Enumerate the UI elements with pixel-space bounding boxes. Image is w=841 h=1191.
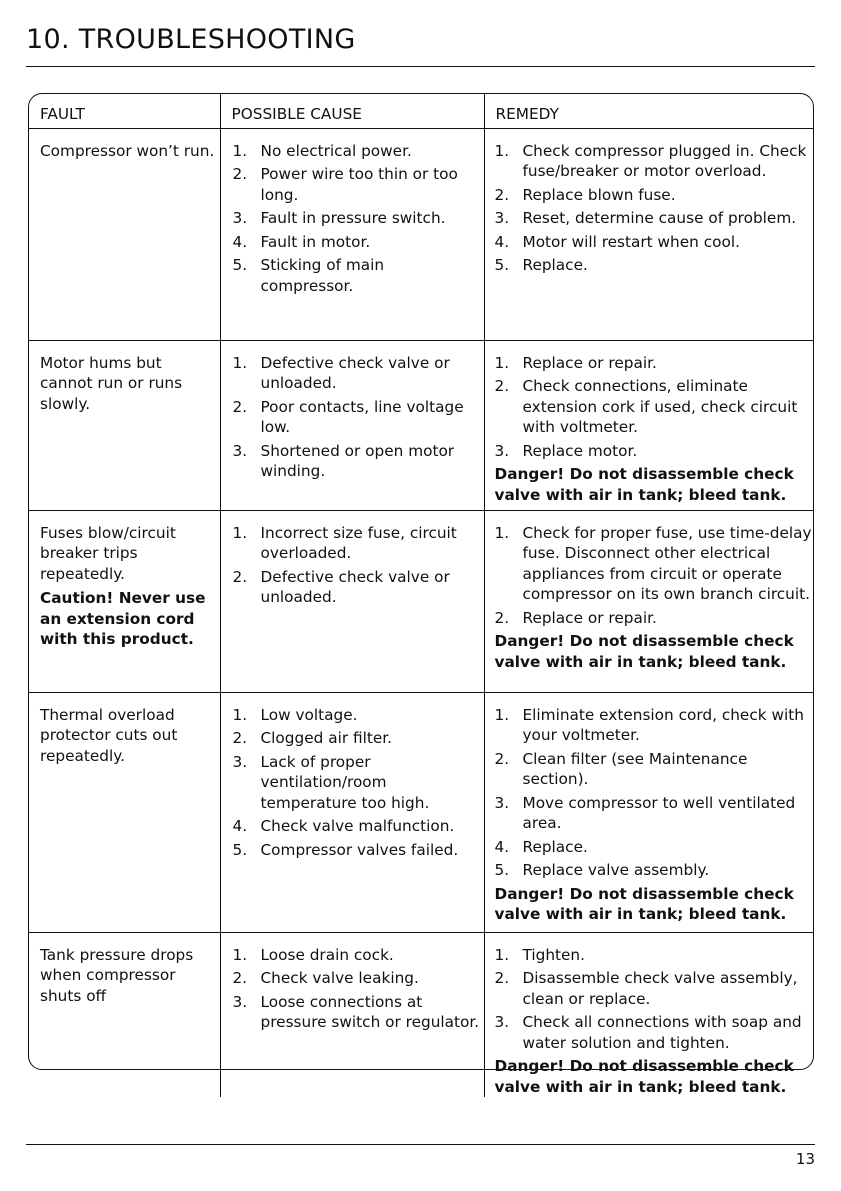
remedy-item (495, 837, 814, 858)
header-fault: FAULT (29, 94, 220, 128)
item-number: 5. (494, 256, 510, 274)
item-number: 1. (232, 353, 248, 372)
cause-item (233, 164, 480, 205)
item-number: 3. (232, 441, 248, 460)
cause-cell (220, 692, 484, 932)
cause-item (233, 816, 480, 837)
item-number: 2. (494, 969, 510, 987)
cause-text: Shortened or open motor winding. (260, 441, 455, 480)
cause-text: Defective check valve or unloaded. (260, 567, 450, 606)
danger-warning: Danger! Do not disassemble check valve with air in tank; bleed tank. (494, 632, 794, 671)
item-number: 2. (232, 397, 248, 416)
cause-text: Lack of proper ventilation/room temperature too high. (260, 752, 430, 812)
caution-warning: Caution! Never use an extension cord with this product. (40, 589, 206, 648)
remedy-text: Clean filter (see Maintenance section). (522, 749, 748, 788)
remedy-item (495, 608, 814, 629)
cause-text: Defective check valve or unloaded. (260, 353, 450, 392)
remedy-text: Replace blown fuse. (522, 185, 676, 204)
cause-item (233, 752, 480, 814)
remedy-item (495, 793, 814, 834)
troubleshooting-table (28, 93, 814, 1096)
item-number: 2. (232, 729, 248, 747)
remedy-item (495, 1012, 814, 1053)
item-number: 1. (232, 945, 248, 964)
page-title: 10. TROUBLESHOOTING (26, 24, 356, 55)
item-number: 3. (494, 793, 510, 812)
remedy-list (495, 945, 814, 1054)
item-number: 1. (232, 705, 248, 724)
item-number: 4. (232, 817, 248, 835)
item-number: 5. (232, 840, 248, 859)
cause-list (233, 705, 480, 861)
cause-text: Low voltage. (260, 705, 358, 724)
cause-list (233, 353, 480, 482)
item-number: 2. (232, 969, 248, 987)
cause-text: Loose connections at pressure switch or regulator. (260, 992, 480, 1031)
fault-cell (29, 340, 220, 510)
remedy-item (495, 945, 814, 966)
remedy-text: Check all connections with soap and water solution and tighten. (522, 1013, 802, 1052)
cause-item (233, 567, 480, 608)
remedy-item (495, 255, 814, 276)
cause-item (233, 705, 480, 726)
cause-text: Check valve leaking. (260, 969, 419, 987)
item-number: 4. (232, 232, 248, 251)
cause-item (233, 141, 480, 162)
header-remedy: REMEDY (484, 94, 813, 128)
fault-text: Compressor won’t run. (40, 141, 215, 160)
item-number: 1. (232, 141, 248, 160)
remedy-cell (484, 510, 813, 692)
item-number: 2. (494, 608, 510, 627)
cause-item (233, 441, 480, 482)
page-number: 13 (795, 1150, 815, 1168)
remedy-text: Check compressor plugged in. Check fuse/breaker or motor overload. (522, 141, 807, 180)
remedy-text: Replace or repair. (522, 608, 657, 627)
remedy-item (495, 523, 814, 605)
fault-text: Motor hums but cannot run or runs slowly. (40, 353, 183, 413)
fault-text: Tank pressure drops when compressor shuts off (40, 945, 194, 1005)
cause-text: Power wire too thin or too long. (260, 165, 458, 204)
cause-text: Fault in pressure switch. (260, 209, 446, 227)
remedy-cell (484, 692, 813, 932)
item-number: 3. (232, 752, 248, 771)
cause-item (233, 728, 480, 749)
cause-list (233, 523, 480, 608)
cause-item (233, 208, 480, 229)
footer-divider (26, 1144, 815, 1145)
remedy-cell (484, 340, 813, 510)
cause-item (233, 353, 480, 394)
danger-warning: Danger! Do not disassemble check valve with air in tank; bleed tank. (494, 1057, 794, 1096)
remedy-cell (484, 932, 813, 1097)
table-row (29, 932, 813, 1097)
item-number: 3. (494, 1013, 510, 1031)
remedy-list (495, 705, 814, 881)
remedy-item (495, 208, 814, 229)
item-number: 2. (494, 749, 510, 768)
fault-cell (29, 932, 220, 1097)
remedy-cell (484, 128, 813, 340)
table-row (29, 340, 813, 510)
cause-cell (220, 510, 484, 692)
item-number: 1. (494, 141, 510, 160)
cause-list (233, 945, 480, 1033)
cause-text: Fault in motor. (260, 232, 371, 251)
remedy-item (495, 749, 814, 790)
item-number: 4. (494, 837, 510, 856)
cause-item (233, 992, 480, 1033)
cause-text: Sticking of main compressor. (260, 256, 385, 295)
fault-cell (29, 128, 220, 340)
cause-cell (220, 128, 484, 340)
remedy-text: Check for proper fuse, use time-delay fuse. Disconnect other electrical appliances from circuit or operate compressor on its own branch circuit. (522, 523, 812, 603)
cause-text: Poor contacts, line voltage low. (260, 397, 464, 436)
remedy-item (495, 185, 814, 206)
remedy-list (495, 141, 814, 276)
remedy-item (495, 705, 814, 746)
cause-text: Compressor valves failed. (260, 840, 459, 859)
remedy-text: Motor will restart when cool. (522, 232, 740, 251)
cause-cell (220, 340, 484, 510)
fault-cell (29, 510, 220, 692)
danger-warning: Danger! Do not disassemble check valve with air in tank; bleed tank. (494, 465, 794, 504)
cause-list (233, 141, 480, 297)
cause-text: Loose drain cock. (260, 945, 394, 964)
cause-item (233, 397, 480, 438)
item-number: 2. (494, 185, 510, 204)
item-number: 2. (494, 377, 510, 395)
remedy-text: Check connections, eliminate extension cork if used, check circuit with voltmeter. (522, 377, 798, 436)
item-number: 1. (232, 523, 248, 542)
item-number: 5. (494, 861, 510, 879)
item-number: 3. (494, 209, 510, 227)
remedy-item (495, 232, 814, 253)
table-row (29, 692, 813, 932)
remedy-list (495, 353, 814, 462)
fault-cell (29, 692, 220, 932)
remedy-item (495, 441, 814, 462)
cause-item (233, 840, 480, 861)
remedy-text: Replace valve assembly. (522, 861, 710, 879)
cause-text: Clogged air filter. (260, 729, 393, 747)
remedy-text: Tighten. (522, 945, 585, 964)
remedy-item (495, 860, 814, 881)
cause-item (233, 255, 480, 296)
remedy-text: Reset, determine cause of problem. (522, 209, 797, 227)
cause-text: No electrical power. (260, 141, 412, 160)
fault-text: Thermal overload protector cuts out repeatedly. (40, 705, 178, 765)
cause-item (233, 945, 480, 966)
item-number: 3. (494, 441, 510, 460)
title-divider (26, 66, 815, 67)
item-number: 1. (494, 945, 510, 964)
remedy-item (495, 376, 814, 438)
table-row (29, 510, 813, 692)
item-number: 1. (494, 705, 510, 724)
cause-item (233, 232, 480, 253)
header-possible-cause: POSSIBLE CAUSE (220, 94, 484, 128)
item-number: 3. (232, 209, 248, 227)
remedy-item (495, 353, 814, 374)
item-number: 1. (494, 523, 510, 542)
remedy-text: Replace. (522, 256, 588, 274)
item-number: 1. (494, 353, 510, 372)
item-number: 2. (232, 165, 248, 183)
table-row (29, 128, 813, 340)
remedy-text: Eliminate extension cord, check with your voltmeter. (522, 705, 804, 744)
remedy-list (495, 523, 814, 629)
remedy-text: Disassemble check valve assembly, clean or replace. (522, 969, 798, 1008)
remedy-text: Replace. (522, 837, 588, 856)
remedy-item (495, 141, 814, 182)
cause-item (233, 523, 480, 564)
item-number: 2. (232, 567, 248, 586)
item-number: 4. (494, 232, 510, 251)
item-number: 3. (232, 992, 248, 1011)
cause-text: Incorrect size fuse, circuit overloaded. (260, 523, 457, 562)
cause-text: Check valve malfunction. (260, 817, 455, 835)
item-number: 5. (232, 256, 248, 274)
remedy-text: Replace or repair. (522, 353, 657, 372)
cause-item (233, 968, 480, 989)
cause-cell (220, 932, 484, 1097)
danger-warning: Danger! Do not disassemble check valve with air in tank; bleed tank. (494, 884, 794, 923)
fault-text: Fuses blow/circuit breaker trips repeatedly. (40, 523, 176, 583)
remedy-item (495, 968, 814, 1009)
table-header-row (29, 94, 813, 128)
remedy-text: Replace motor. (522, 441, 638, 460)
remedy-text: Move compressor to well ventilated area. (522, 793, 796, 832)
